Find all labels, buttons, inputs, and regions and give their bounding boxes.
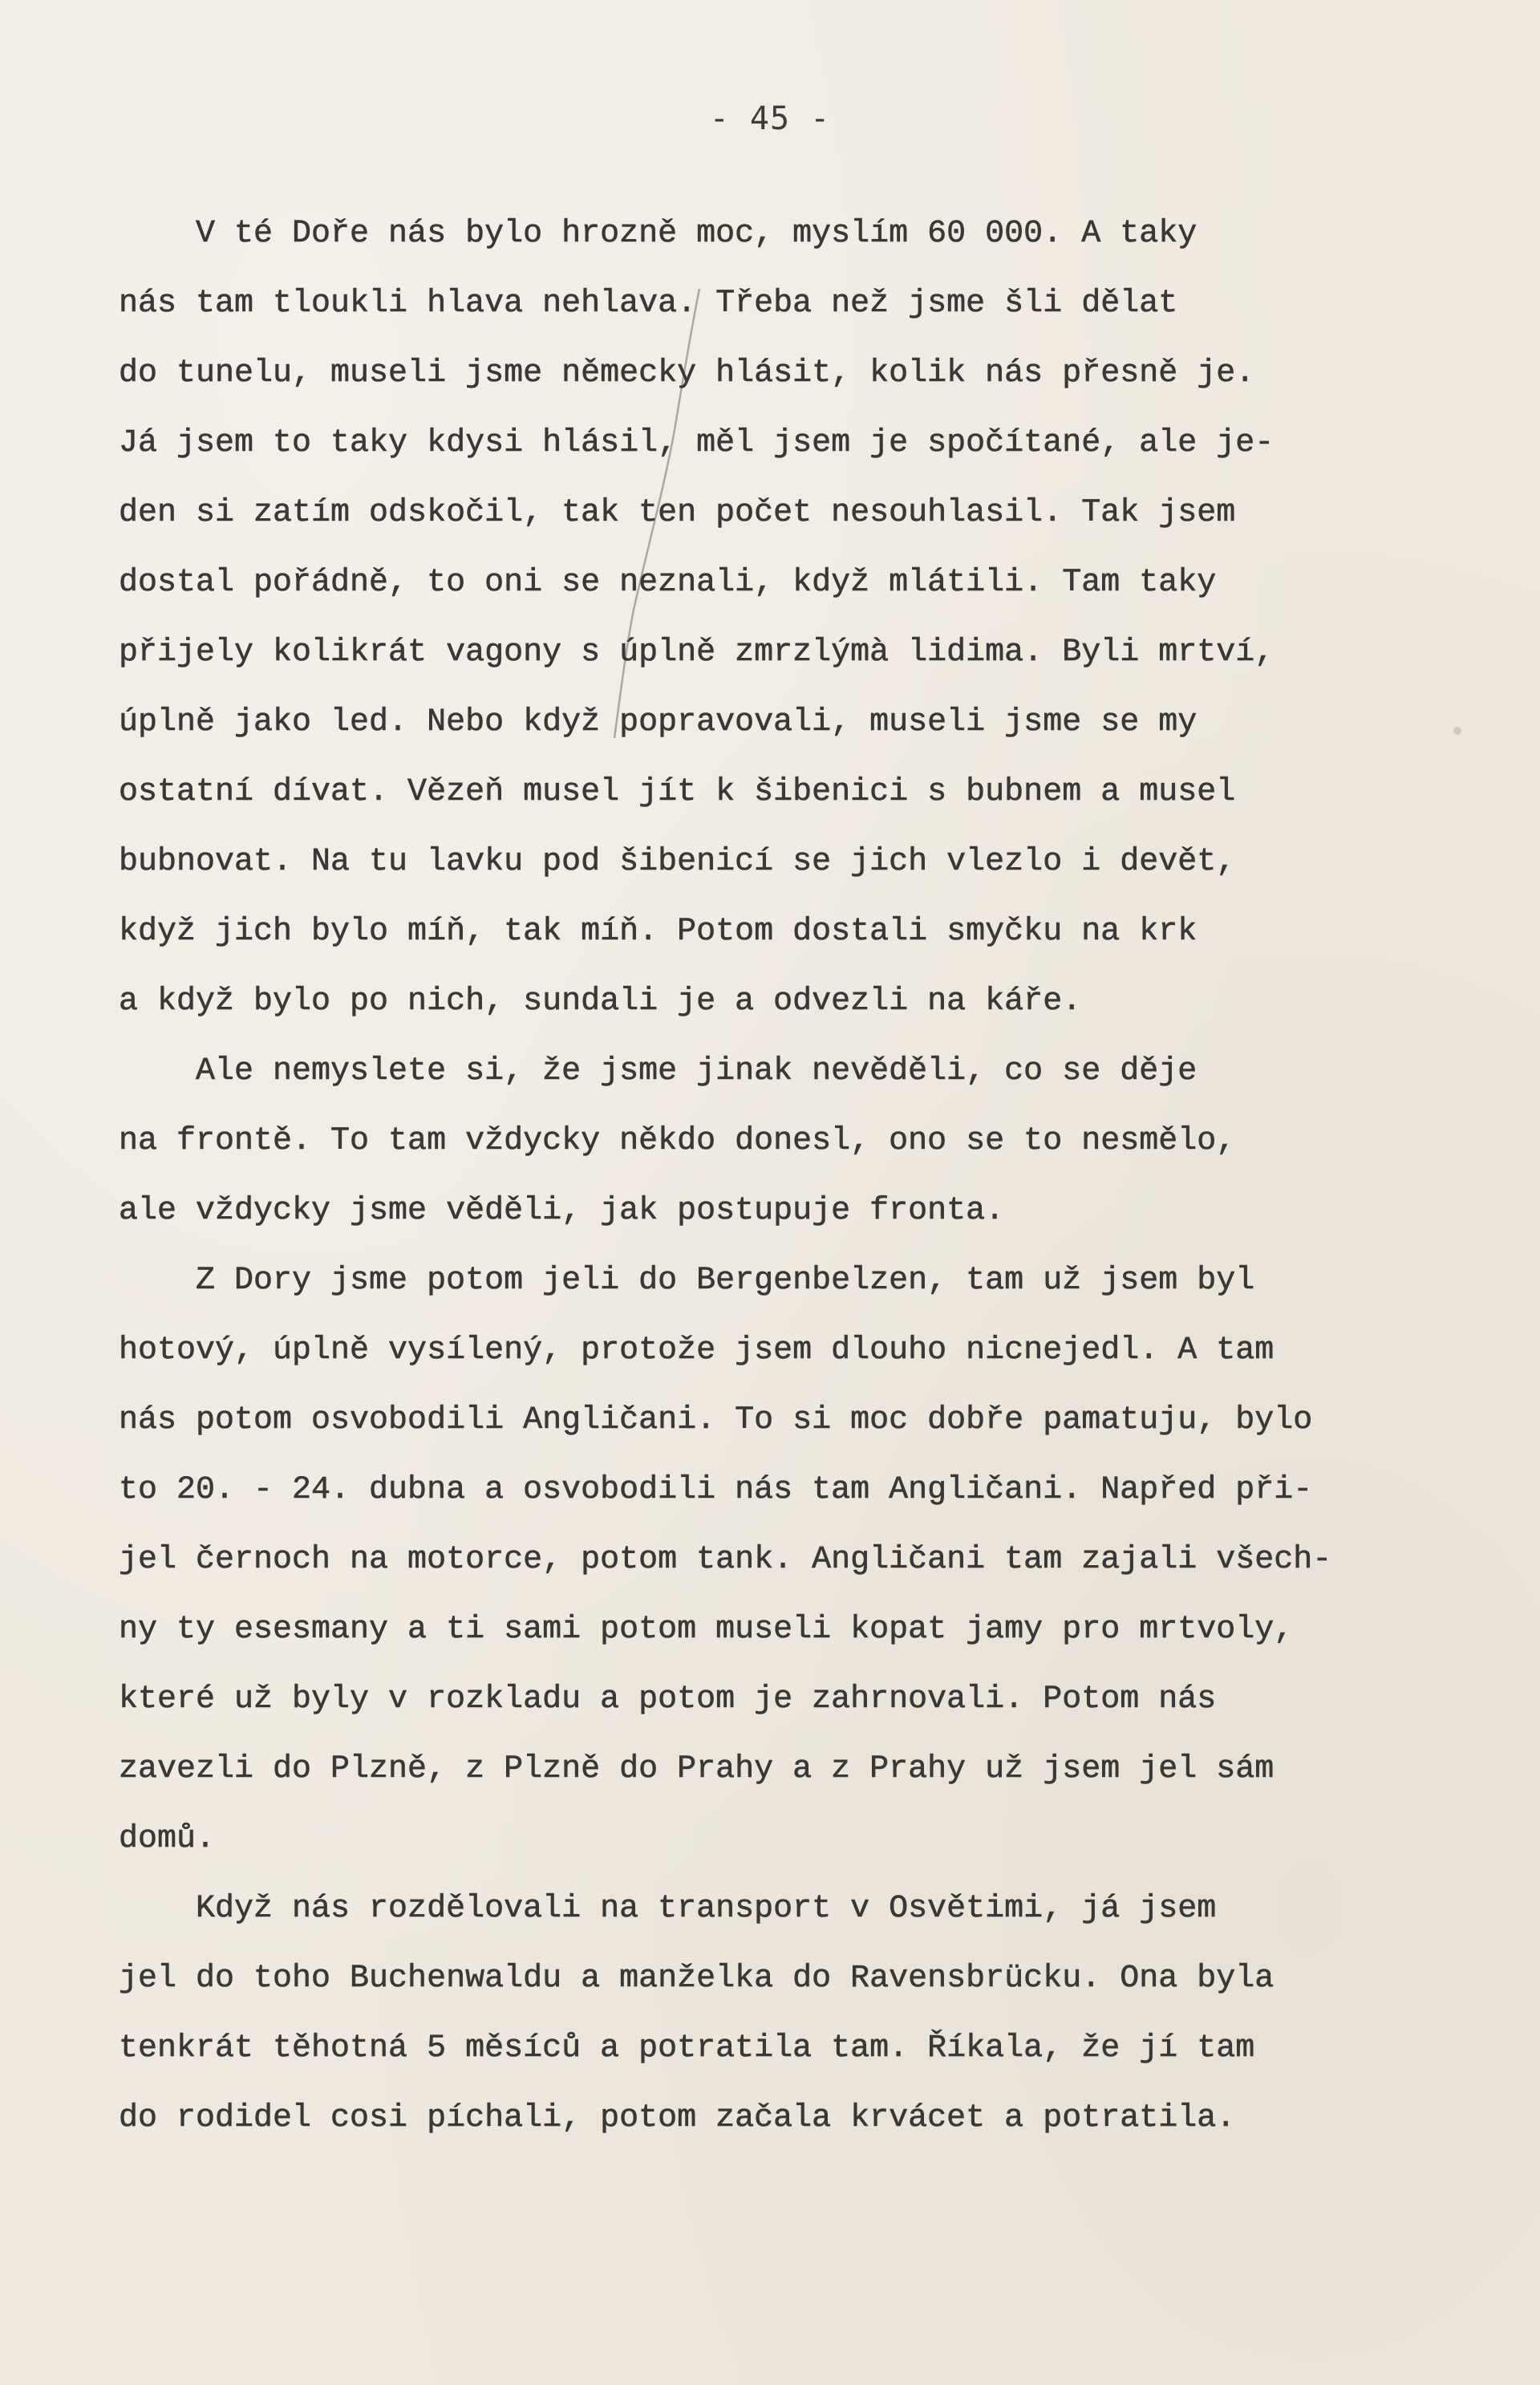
text-line: den si zatím odskočil, tak ten počet nesouhlasil. Tak jsem	[119, 495, 1236, 531]
text-line: které už byly v rozkladu a potom je zahrnovali. Potom nás	[119, 1681, 1217, 1718]
text-line: na frontě. To tam vždycky někdo donesl, ono se to nesmělo,	[119, 1123, 1236, 1159]
text-line: ale vždycky jsme věděli, jak postupuje fronta.	[119, 1193, 1005, 1229]
text-line: V té Doře nás bylo hrozně moc, myslím 60 000. A taky	[119, 216, 1198, 252]
paragraph-liberation	[119, 1246, 1442, 1874]
paragraph-transport	[119, 1874, 1442, 2153]
text-line: Ale nemyslete si, že jsme jinak nevěděli, co se děje	[119, 1053, 1198, 1089]
text-line: tenkrát těhotná 5 měsíců a potratila tam. Říkala, že jí tam	[119, 2030, 1255, 2067]
text-line: Z Dory jsme potom jeli do Bergenbelzen, tam už jsem byl	[119, 1263, 1255, 1299]
text-line: když jich bylo míň, tak míň. Potom dostali smyčku na krk	[119, 914, 1198, 950]
text-line: do rodidel cosi píchali, potom začala krvácet a potratila.	[119, 2100, 1236, 2136]
paragraph-dora	[119, 199, 1442, 1036]
text-line: to 20. - 24. dubna a osvobodili nás tam Angličani. Napřed při-	[119, 1472, 1313, 1508]
paragraph-front	[119, 1036, 1442, 1246]
text-line: ostatní dívat. Vězeň musel jít k šibenici s bubnem a musel	[119, 774, 1236, 810]
text-line: do tunelu, museli jsme německy hlásit, kolik nás přesně je.	[119, 355, 1255, 391]
text-line: ny ty esesmany a ti sami potom museli kopat jamy pro mrtvoly,	[119, 1612, 1294, 1648]
text-line: přijely kolikrát vagony s úplně zmrzlýmà lidima. Byli mrtví,	[119, 635, 1275, 671]
text-line: úplně jako led. Nebo když popravovali, museli jsme se my	[119, 704, 1198, 740]
text-line: domů.	[119, 1821, 216, 1857]
text-line: dostal pořádně, to oni se neznali, když mlátili. Tam taky	[119, 565, 1217, 601]
paper-spot	[1453, 727, 1461, 735]
text-line: Když nás rozdělovali na transport v Osvětimi, já jsem	[119, 1891, 1217, 1927]
text-line: nás potom osvobodili Angličani. To si moc dobře pamatuju, bylo	[119, 1402, 1313, 1438]
typewritten-text	[119, 199, 1442, 2153]
text-line: Já jsem to taky kdysi hlásil, měl jsem je spočítané, ale je-	[119, 425, 1275, 461]
text-line: hotový, úplně vysílený, protože jsem dlouho nicnejedl. A tam	[119, 1332, 1275, 1369]
text-line: a když bylo po nich, sundali je a odvezli na káře.	[119, 984, 1082, 1020]
text-line: jel černoch na motorce, potom tank. Angličani tam zajali všech-	[119, 1542, 1332, 1578]
text-line: nás tam tloukli hlava nehlava. Třeba než jsme šli dělat	[119, 286, 1178, 322]
text-line: zavezli do Plzně, z Plzně do Prahy a z Prahy už jsem jel sám	[119, 1751, 1275, 1787]
page-number: - 45 -	[709, 100, 831, 137]
text-line: bubnovat. Na tu lavku pod šibenicí se jich vlezlo i devět,	[119, 844, 1236, 880]
text-line: jel do toho Buchenwaldu a manželka do Ravensbrücku. Ona byla	[119, 1961, 1275, 1997]
